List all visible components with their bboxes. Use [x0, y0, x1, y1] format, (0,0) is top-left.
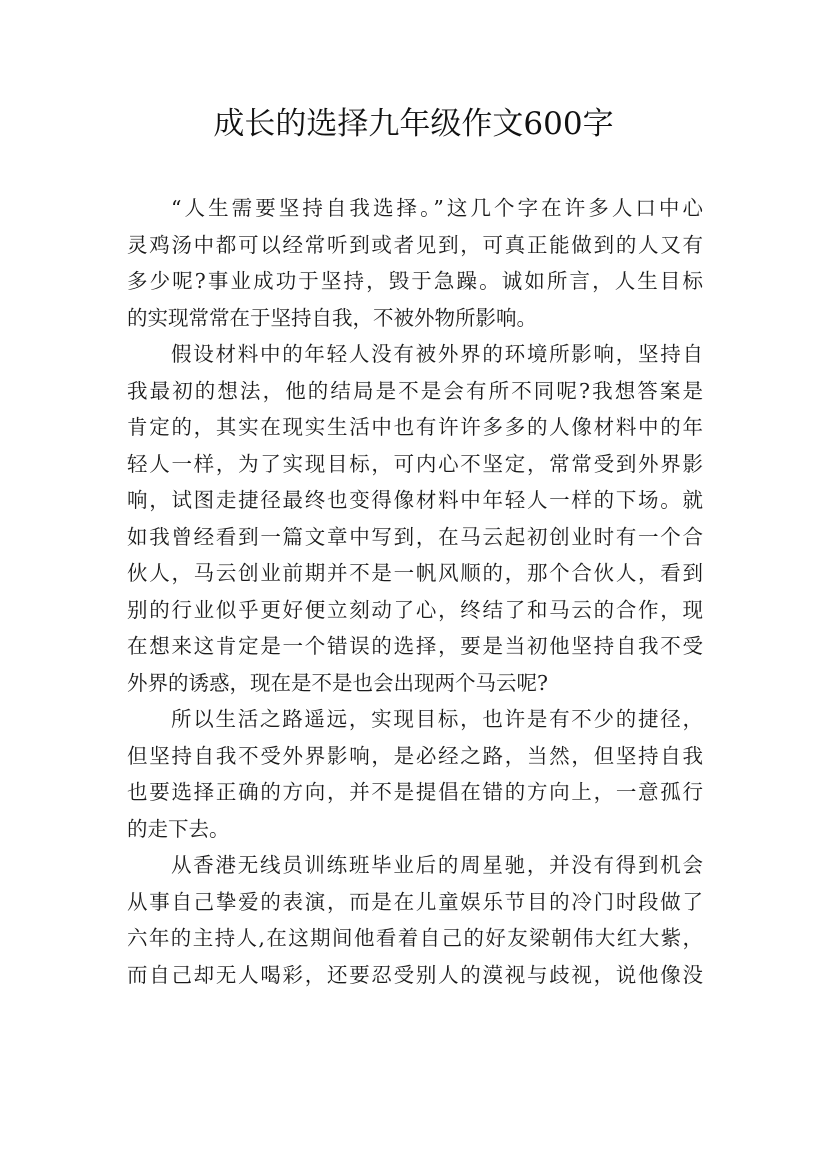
text-line: 多少呢?事业成功于坚持，毁于急躁。诚如所言，人生目标	[127, 269, 703, 293]
paragraph-2	[127, 336, 703, 701]
paragraph-3	[127, 701, 703, 847]
text-line: 的走下去。	[127, 816, 230, 841]
paragraph-4	[127, 847, 703, 993]
text-line: 我最初的想法，他的结局是不是会有所不同呢?我想答案是	[127, 378, 703, 403]
text-line: 从事自己挚爱的表演，而是在儿童娱乐节目的冷门时段做了	[127, 889, 703, 914]
text-line: 肯定的，其实在现实生活中也有许许多多的人像材料中的年	[127, 415, 703, 439]
text-line: 六年的主持人,在这期间他看着自己的好友梁朝伟大红大紫，	[127, 926, 703, 950]
text-line: 别的行业似乎更好便立刻动了心，终结了和马云的合作，现	[127, 597, 703, 622]
text-line: 响，试图走捷径最终也变得像材料中年轻人一样的下场。就	[127, 488, 703, 512]
text-line: 如我曾经看到一篇文章中写到，在马云起初创业时有一个合	[127, 524, 703, 549]
document-body	[127, 190, 703, 993]
text-line: 也要选择正确的方向，并不是提倡在错的方向上，一意孤行	[127, 780, 703, 804]
text-line: 在想来这肯定是一个错误的选择，要是当初他坚持自我不受	[127, 634, 703, 658]
text-line: 但坚持自我不受外界影响，是必经之路，当然，但坚持自我	[127, 743, 703, 768]
paragraph-1	[127, 190, 703, 336]
text-line: 假设材料中的年轻人没有被外界的环境所影响，坚持自	[171, 342, 703, 366]
text-line: “人生需要坚持自我选择。”这几个字在许多人口中心	[171, 196, 703, 220]
text-line: 灵鸡汤中都可以经常听到或者见到，可真正能做到的人又有	[127, 232, 703, 257]
document-title: 成长的选择九年级作文600字	[213, 106, 614, 142]
text-line: 从香港无线员训练班毕业后的周星驰，并没有得到机会	[171, 853, 703, 877]
text-line: 外界的诱惑，现在是不是也会出现两个马云呢?	[127, 670, 548, 695]
text-line: 的实现常常在于坚持自我，不被外物所影响。	[127, 305, 537, 330]
text-line: 而自己却无人喝彩，还要忍受别人的漠视与歧视，说他像没	[127, 962, 703, 987]
text-line: 伙人，马云创业前期并不是一帆风顺的，那个合伙人，看到	[127, 561, 703, 585]
text-line: 所以生活之路遥远，实现目标，也许是有不少的捷径，	[171, 707, 703, 731]
text-line: 轻人一样，为了实现目标，可内心不坚定，常常受到外界影	[127, 451, 703, 476]
